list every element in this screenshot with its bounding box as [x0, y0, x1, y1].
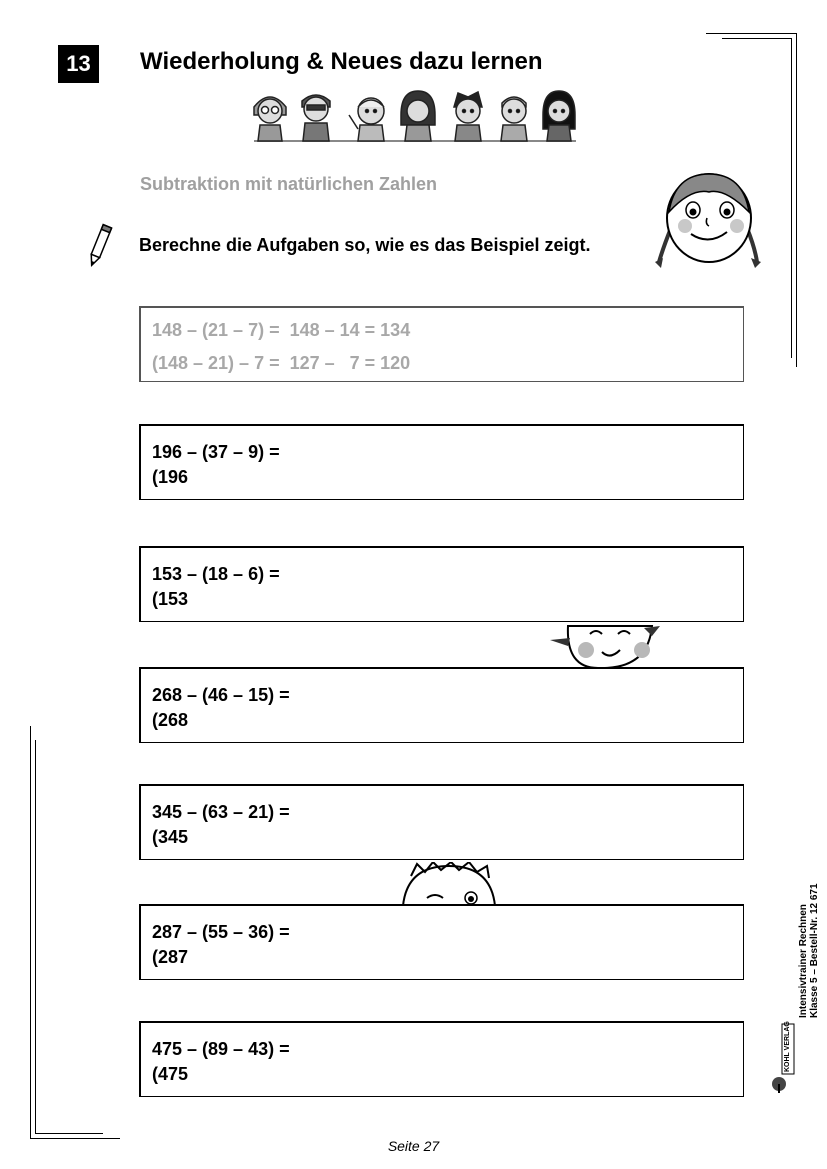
side-info-title: Intensivtrainer Rechnen: [798, 904, 809, 1018]
task-line-1: 268 – (46 – 15) =: [152, 685, 290, 705]
example-line-2: (148 – 21) – 7 = 127 – 7 = 120: [152, 353, 411, 373]
task-box[interactable]: [139, 904, 744, 980]
task-line-2: (153: [152, 589, 189, 609]
side-info: [798, 883, 820, 1018]
children-illustration: [246, 89, 580, 145]
task-line-1: 287 – (55 – 36) =: [152, 922, 290, 942]
exercise-number-badge: 13: [58, 45, 99, 83]
example-box: [139, 306, 744, 382]
task-line-2: (268: [152, 710, 189, 730]
girl-face-illustration: [655, 168, 763, 276]
publisher-name: KOHL VERLAG: [784, 1021, 791, 1072]
task-line-2: (345: [152, 827, 189, 847]
publisher-logo: [770, 1022, 800, 1094]
task-box[interactable]: [139, 1021, 744, 1097]
task-box[interactable]: [139, 424, 744, 500]
frame-bottom-left-v1: [30, 726, 31, 1139]
task-line-1: 153 – (18 – 6) =: [152, 564, 280, 584]
task-line-1: 345 – (63 – 21) =: [152, 802, 290, 822]
example-line-1: 148 – (21 – 7) = 148 – 14 = 134: [152, 320, 411, 340]
frame-top-right-v2: [791, 38, 792, 358]
page-title: Wiederholung & Neues dazu lernen: [140, 48, 543, 75]
task-line-2: (196: [152, 467, 189, 487]
task-line-1: 475 – (89 – 43) =: [152, 1039, 290, 1059]
frame-bottom-left-h2: [35, 1133, 103, 1134]
pencil-icon: [86, 223, 114, 269]
frame-top-right-h1: [706, 33, 797, 34]
frame-bottom-left-v2: [35, 740, 36, 1134]
instruction-text: Berechne die Aufgaben so, wie es das Beispiel zeigt.: [139, 235, 591, 255]
frame-top-right-v1: [796, 33, 797, 367]
task-box[interactable]: [139, 667, 744, 743]
task-box[interactable]: [139, 546, 744, 622]
page-number: Seite 27: [387, 1138, 440, 1154]
peeking-face-illustration: [548, 622, 664, 670]
task-box[interactable]: [139, 784, 744, 860]
frame-top-right-h2: [722, 38, 792, 39]
side-info-order: Klasse 5 – Bestell-Nr. 12 671: [809, 883, 820, 1018]
task-line-2: (475: [152, 1064, 189, 1084]
section-subtitle: Subtraktion mit natürlichen Zahlen: [140, 174, 438, 194]
task-line-2: (287: [152, 947, 189, 967]
peeking-boy-illustration: [397, 862, 501, 906]
task-line-1: 196 – (37 – 9) =: [152, 442, 280, 462]
